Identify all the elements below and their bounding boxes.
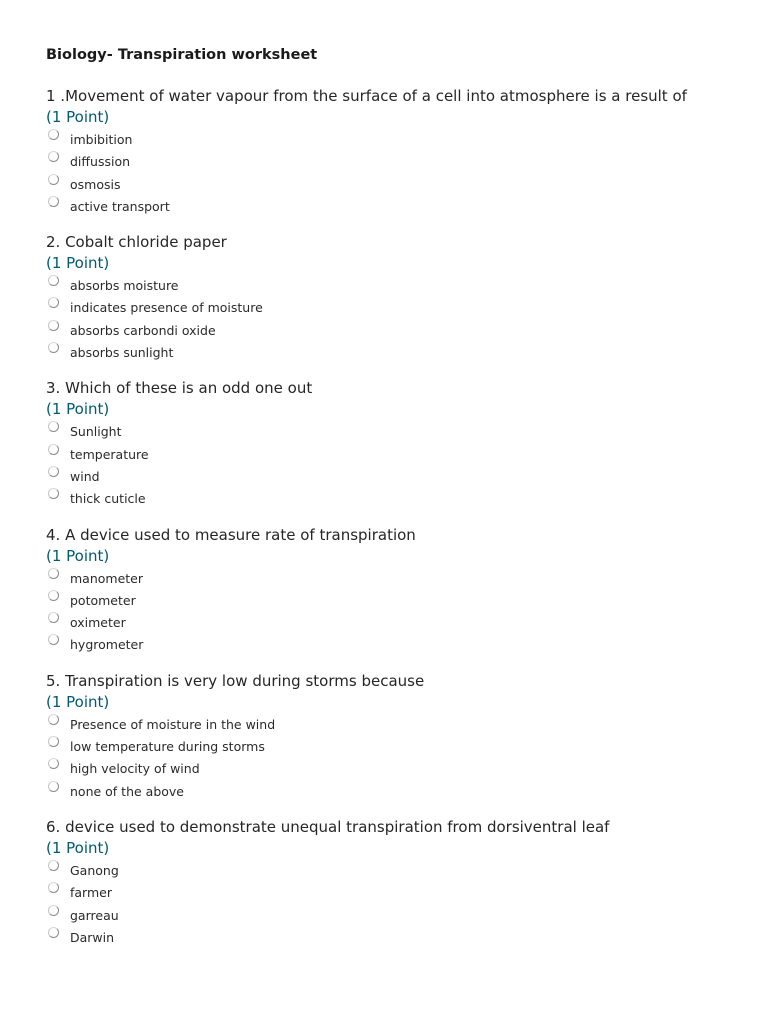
answer-option[interactable]	[46, 174, 746, 196]
radio-button[interactable]	[48, 736, 59, 747]
radio-button[interactable]	[48, 758, 59, 769]
answer-option[interactable]	[46, 634, 746, 656]
answer-option[interactable]	[46, 342, 746, 364]
option-label: diffussion	[70, 154, 131, 170]
question-2	[46, 232, 746, 364]
radio-button[interactable]	[48, 781, 59, 792]
option-label: hygrometer	[70, 637, 144, 653]
answer-option[interactable]	[46, 905, 746, 927]
radio-button[interactable]	[48, 612, 59, 623]
answer-option[interactable]	[46, 714, 746, 736]
radio-button[interactable]	[48, 129, 59, 140]
answer-option[interactable]	[46, 736, 746, 758]
question-4	[46, 525, 746, 657]
question-text: 5. Transpiration is very low during storms because	[46, 671, 425, 690]
answer-option[interactable]	[46, 882, 746, 904]
question-points: (1 Point)	[46, 692, 110, 711]
option-label: Ganong	[70, 862, 119, 878]
question-text: 3. Which of these is an odd one out	[46, 379, 313, 398]
radio-button[interactable]	[48, 174, 59, 185]
option-label: Darwin	[70, 929, 115, 945]
radio-button[interactable]	[48, 860, 59, 871]
option-list	[46, 860, 746, 949]
answer-option[interactable]	[46, 612, 746, 634]
option-list	[46, 714, 746, 803]
answer-option[interactable]	[46, 275, 746, 297]
question-text: 1 .Movement of water vapour from the surface of a cell into atmosphere is a result of	[46, 87, 687, 105]
radio-button[interactable]	[48, 927, 59, 938]
option-label: none of the above	[70, 783, 184, 799]
radio-button[interactable]	[48, 421, 59, 432]
option-list	[46, 129, 746, 218]
question-5	[46, 671, 746, 803]
radio-button[interactable]	[48, 151, 59, 162]
answer-option[interactable]	[46, 444, 746, 466]
option-list	[46, 568, 746, 657]
radio-button[interactable]	[48, 444, 59, 455]
question-points: (1 Point)	[46, 254, 110, 273]
answer-option[interactable]	[46, 927, 746, 949]
question-text: 6. device used to demonstrate unequal transpiration from dorsiventral leaf	[46, 817, 610, 836]
option-label: wind	[70, 468, 100, 484]
worksheet-page	[46, 44, 746, 963]
radio-button[interactable]	[48, 297, 59, 308]
option-label: temperature	[70, 446, 149, 462]
answer-option[interactable]	[46, 151, 746, 173]
answer-option[interactable]	[46, 488, 746, 510]
question-3	[46, 378, 746, 510]
option-label: absorbs carbondi oxide	[70, 322, 216, 338]
option-label: thick cuticle	[70, 491, 146, 507]
radio-button[interactable]	[48, 882, 59, 893]
worksheet-title: Biology- Transpiration worksheet	[46, 47, 318, 63]
radio-button[interactable]	[48, 590, 59, 601]
option-label: oximeter	[70, 615, 126, 631]
option-label: absorbs sunlight	[70, 345, 174, 361]
radio-button[interactable]	[48, 196, 59, 207]
option-label: low temperature during storms	[70, 739, 265, 755]
question-text: 4. A device used to measure rate of transpiration	[46, 525, 416, 544]
option-label: indicates presence of moisture	[70, 300, 263, 316]
radio-button[interactable]	[48, 714, 59, 725]
answer-option[interactable]	[46, 860, 746, 882]
option-label: manometer	[70, 570, 144, 586]
answer-option[interactable]	[46, 781, 746, 803]
radio-button[interactable]	[48, 466, 59, 477]
answer-option[interactable]	[46, 196, 746, 218]
option-label: farmer	[70, 885, 112, 901]
radio-button[interactable]	[48, 275, 59, 286]
radio-button[interactable]	[48, 905, 59, 916]
option-label: imbibition	[70, 132, 133, 147]
question-points: (1 Point)	[46, 108, 110, 126]
question-list	[46, 86, 746, 949]
option-label: high velocity of wind	[70, 761, 200, 777]
answer-option[interactable]	[46, 421, 746, 443]
question-6	[46, 817, 746, 949]
answer-option[interactable]	[46, 297, 746, 319]
question-points: (1 Point)	[46, 838, 110, 857]
option-label: potometer	[70, 592, 136, 608]
option-label: absorbs moisture	[70, 278, 179, 294]
answer-option[interactable]	[46, 129, 746, 151]
question-1	[46, 86, 746, 218]
question-points: (1 Point)	[46, 546, 110, 565]
option-list	[46, 275, 746, 364]
radio-button[interactable]	[48, 634, 59, 645]
answer-option[interactable]	[46, 590, 746, 612]
answer-option[interactable]	[46, 568, 746, 590]
radio-button[interactable]	[48, 488, 59, 499]
radio-button[interactable]	[48, 320, 59, 331]
option-label: Sunlight	[70, 424, 122, 440]
answer-option[interactable]	[46, 758, 746, 780]
option-label: garreau	[70, 907, 119, 923]
question-points: (1 Point)	[46, 400, 110, 419]
question-text: 2. Cobalt chloride paper	[46, 233, 227, 252]
option-label: Presence of moisture in the wind	[70, 716, 276, 732]
answer-option[interactable]	[46, 320, 746, 342]
option-label: active transport	[70, 198, 170, 214]
option-list	[46, 421, 746, 510]
answer-option[interactable]	[46, 466, 746, 488]
radio-button[interactable]	[48, 568, 59, 579]
radio-button[interactable]	[48, 342, 59, 353]
option-label: osmosis	[70, 176, 121, 192]
